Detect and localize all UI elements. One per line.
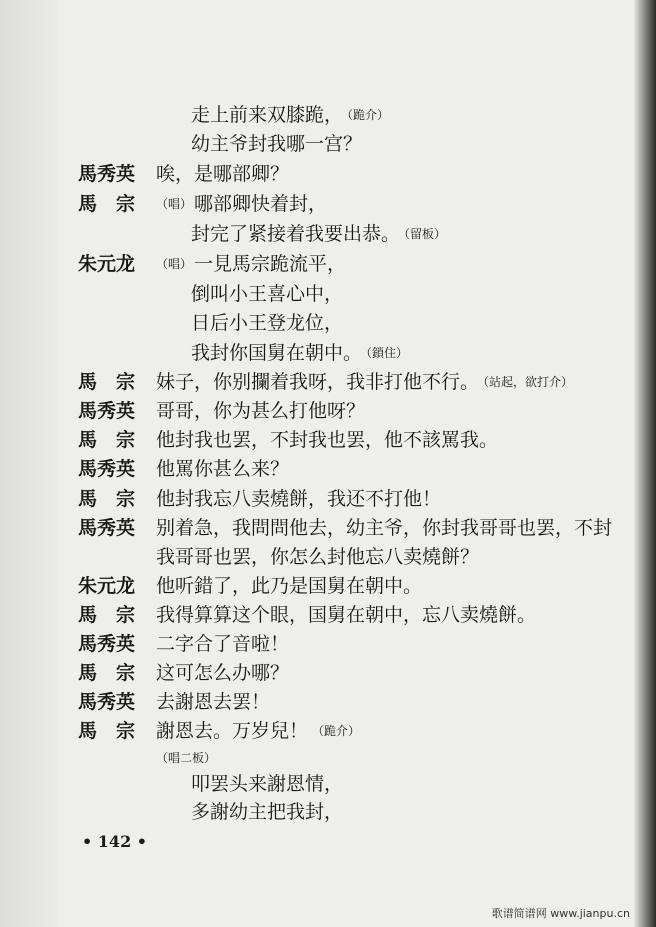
site-watermark: 歌谱简谱网 www.jianpu.cn bbox=[491, 907, 630, 920]
page-number: • 142 • bbox=[82, 832, 147, 851]
dialog-text: 去謝恩去罢！ bbox=[156, 691, 271, 713]
speaker-name: 馬 宗 bbox=[78, 720, 136, 742]
dialog-text: 他听錯了，此乃是国舅在朝中。 bbox=[156, 575, 423, 597]
speaker-name: 馬秀英 bbox=[78, 163, 136, 185]
dialog-text: 哪部卿快着封， bbox=[194, 193, 328, 215]
dialog-text: 叩罢头来謝恩情， bbox=[191, 773, 344, 795]
dialog-text: 他罵你甚么来？ bbox=[156, 458, 290, 480]
dialog-text: 幼主爷封我哪一宫？ bbox=[191, 133, 363, 155]
speaker-name: 馬 宗 bbox=[78, 371, 136, 393]
speaker-name: 馬秀英 bbox=[78, 633, 136, 655]
speaker-name: 馬秀英 bbox=[78, 458, 136, 480]
dialog-text: 封完了紧接着我要出恭。 bbox=[191, 223, 401, 245]
speaker-name: 馬秀英 bbox=[78, 400, 136, 422]
dialog-text: 謝恩去。万岁兒！ bbox=[156, 720, 309, 742]
speaker-name: 馬 宗 bbox=[78, 604, 136, 626]
dialog-text: 我得算算这个眼，国舅在朝中，忘八卖燒餅。 bbox=[156, 604, 537, 626]
stage-direction: （鎖住） bbox=[366, 346, 409, 360]
dialog-text: 哥哥，你为甚么打他呀？ bbox=[156, 400, 366, 422]
dialog-text: 日后小王登龙位， bbox=[191, 312, 344, 334]
stage-direction: （跪介） bbox=[312, 724, 361, 738]
speaker-name: 馬 宗 bbox=[78, 488, 136, 510]
dialog-text: 二字合了音啦！ bbox=[156, 633, 290, 655]
dialog-text: 倒叫小王喜心中， bbox=[191, 283, 344, 305]
sing-cue: （唱） bbox=[156, 257, 193, 271]
dialog-text: 他封我忘八卖燒餅，我还不打他！ bbox=[156, 488, 442, 510]
sing-cue: （唱） bbox=[156, 197, 193, 211]
dialog-text: 我哥哥也罢，你怎么封他忘八卖燒餅？ bbox=[156, 546, 480, 568]
dialog-text: 这可怎么办哪？ bbox=[156, 662, 290, 684]
speaker-name: 朱元龙 bbox=[78, 575, 136, 597]
stage-direction: （跪介） bbox=[347, 108, 390, 122]
dialog-text: 多謝幼主把我封， bbox=[191, 801, 344, 823]
dialog-text: 一見馬宗跪流平， bbox=[194, 253, 347, 275]
speaker-name: 馬 宗 bbox=[78, 429, 136, 451]
speaker-name: 朱元龙 bbox=[78, 253, 136, 275]
speaker-name: 馬秀英 bbox=[78, 517, 136, 539]
speaker-name: 馬 宗 bbox=[78, 662, 136, 684]
speaker-name: 馬 宗 bbox=[78, 193, 136, 215]
tempo-direction: （唱二板） bbox=[156, 751, 217, 765]
dialog-text: 我封你国舅在朝中。 bbox=[191, 342, 363, 364]
page-left-margin bbox=[0, 0, 58, 927]
page-binding-edge bbox=[634, 0, 656, 927]
dialog-text: 妹子，你别攔着我呀，我非打他不行。 bbox=[156, 371, 480, 393]
stage-direction: （留板） bbox=[404, 227, 447, 241]
speaker-name: 馬秀英 bbox=[78, 691, 136, 713]
dialog-text: 别着急，我問問他去，幼主爷，你封我哥哥也罢，不封 bbox=[156, 517, 613, 539]
stage-direction: （站起，欲打介） bbox=[483, 375, 574, 389]
dialog-text: 唉，是哪部卿？ bbox=[156, 163, 290, 185]
dialog-text: 他封我也罢，不封我也罢，他不該罵我。 bbox=[156, 429, 499, 451]
dialog-text: 走上前来双膝跪， bbox=[191, 104, 344, 126]
